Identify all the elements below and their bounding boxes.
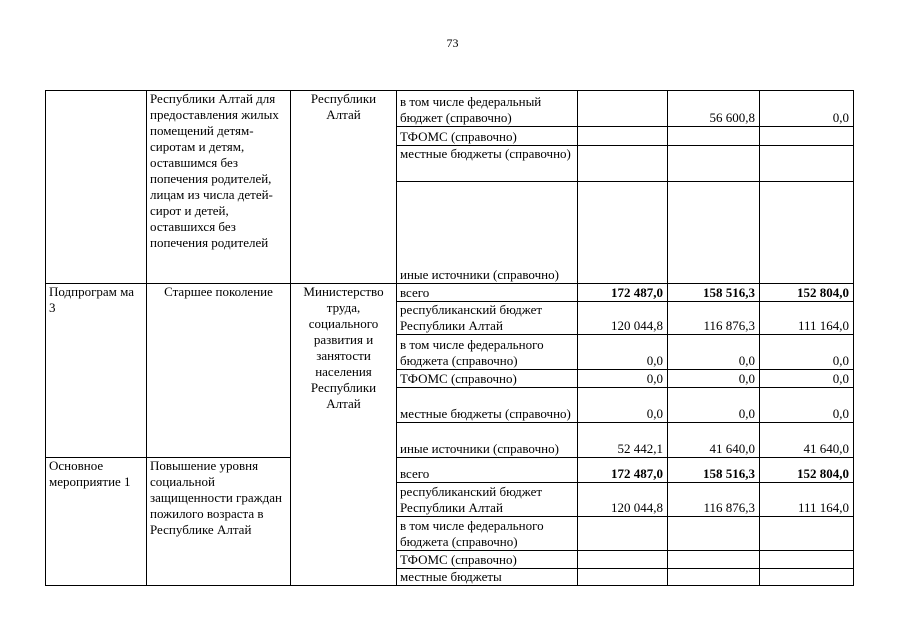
executor-cell: Республики Алтай bbox=[291, 91, 397, 284]
value-cell: 0,0 bbox=[578, 370, 668, 388]
value-cell: 111 164,0 bbox=[760, 302, 854, 335]
value-cell: 116 876,3 bbox=[668, 483, 760, 517]
value-cell bbox=[760, 517, 854, 551]
value-cell bbox=[668, 569, 760, 586]
value-cell bbox=[668, 146, 760, 182]
value-cell: 120 044,8 bbox=[578, 483, 668, 517]
value-cell: 158 516,3 bbox=[668, 458, 760, 483]
program-code-cell: Основное мероприятие 1 bbox=[46, 458, 147, 586]
value-cell: 152 804,0 bbox=[760, 284, 854, 302]
source-cell: в том числе федеральный бюджет (справочно) bbox=[397, 91, 578, 127]
value-cell bbox=[668, 551, 760, 569]
value-cell: 41 640,0 bbox=[668, 423, 760, 458]
page-number: 73 bbox=[446, 36, 459, 50]
value-cell: 0,0 bbox=[668, 335, 760, 370]
value-cell bbox=[578, 517, 668, 551]
table-row bbox=[46, 91, 854, 127]
value-cell: 41 640,0 bbox=[760, 423, 854, 458]
program-name-cell: Старшее поколение bbox=[147, 284, 291, 458]
value-cell bbox=[668, 182, 760, 284]
value-cell bbox=[760, 146, 854, 182]
value-cell bbox=[760, 127, 854, 146]
source-cell: иные источники (справочно) bbox=[397, 423, 578, 458]
value-cell bbox=[760, 569, 854, 586]
value-cell bbox=[578, 182, 668, 284]
table-row bbox=[46, 458, 854, 483]
program-code-cell bbox=[46, 91, 147, 284]
value-cell: 172 487,0 bbox=[578, 284, 668, 302]
value-cell: 116 876,3 bbox=[668, 302, 760, 335]
executor-cell: Министерство труда, социального развития и занятости населения Республики Алтай bbox=[291, 284, 397, 586]
program-code-cell: Подпрограм ма 3 bbox=[46, 284, 147, 458]
table-row bbox=[46, 284, 854, 302]
source-cell: ТФОМС (справочно) bbox=[397, 370, 578, 388]
value-cell: 158 516,3 bbox=[668, 284, 760, 302]
value-cell: 120 044,8 bbox=[578, 302, 668, 335]
source-cell: иные источники (справочно) bbox=[397, 182, 578, 284]
value-cell: 0,0 bbox=[578, 388, 668, 423]
source-cell: ТФОМС (справочно) bbox=[397, 127, 578, 146]
source-cell: республиканский бюджет Республики Алтай bbox=[397, 483, 578, 517]
value-cell bbox=[578, 91, 668, 127]
source-cell: ТФОМС (справочно) bbox=[397, 551, 578, 569]
value-cell: 0,0 bbox=[668, 388, 760, 423]
source-cell: в том числе федерального бюджета (справочно) bbox=[397, 517, 578, 551]
value-cell: 0,0 bbox=[760, 91, 854, 127]
value-cell: 56 600,8 bbox=[668, 91, 760, 127]
budget-table bbox=[45, 90, 854, 586]
source-cell: республиканский бюджет Республики Алтай bbox=[397, 302, 578, 335]
program-name-cell: Повышение уровня социальной защищенности граждан пожилого возраста в Республике Алтай bbox=[147, 458, 291, 586]
source-cell: местные бюджеты (справочно) bbox=[397, 146, 578, 182]
source-cell: всего bbox=[397, 284, 578, 302]
value-cell: 0,0 bbox=[760, 370, 854, 388]
value-cell bbox=[578, 569, 668, 586]
value-cell: 0,0 bbox=[760, 335, 854, 370]
value-cell bbox=[578, 551, 668, 569]
value-cell bbox=[668, 517, 760, 551]
source-cell: в том числе федерального бюджета (справочно) bbox=[397, 335, 578, 370]
value-cell: 0,0 bbox=[668, 370, 760, 388]
value-cell bbox=[760, 182, 854, 284]
value-cell bbox=[668, 127, 760, 146]
value-cell bbox=[578, 127, 668, 146]
value-cell: 152 804,0 bbox=[760, 458, 854, 483]
program-name-cell: Республики Алтай для предоставления жилых помещений детям-сиротам и детям, оставшимся без попечения родителей, лицам из числа детей-сирот и детей, оставшихся без попечения родителей bbox=[147, 91, 291, 284]
value-cell bbox=[760, 551, 854, 569]
value-cell: 111 164,0 bbox=[760, 483, 854, 517]
source-cell: местные бюджеты bbox=[397, 569, 578, 586]
source-cell: местные бюджеты (справочно) bbox=[397, 388, 578, 423]
source-cell: всего bbox=[397, 458, 578, 483]
value-cell: 52 442,1 bbox=[578, 423, 668, 458]
value-cell: 0,0 bbox=[578, 335, 668, 370]
value-cell: 0,0 bbox=[760, 388, 854, 423]
value-cell bbox=[578, 146, 668, 182]
value-cell: 172 487,0 bbox=[578, 458, 668, 483]
